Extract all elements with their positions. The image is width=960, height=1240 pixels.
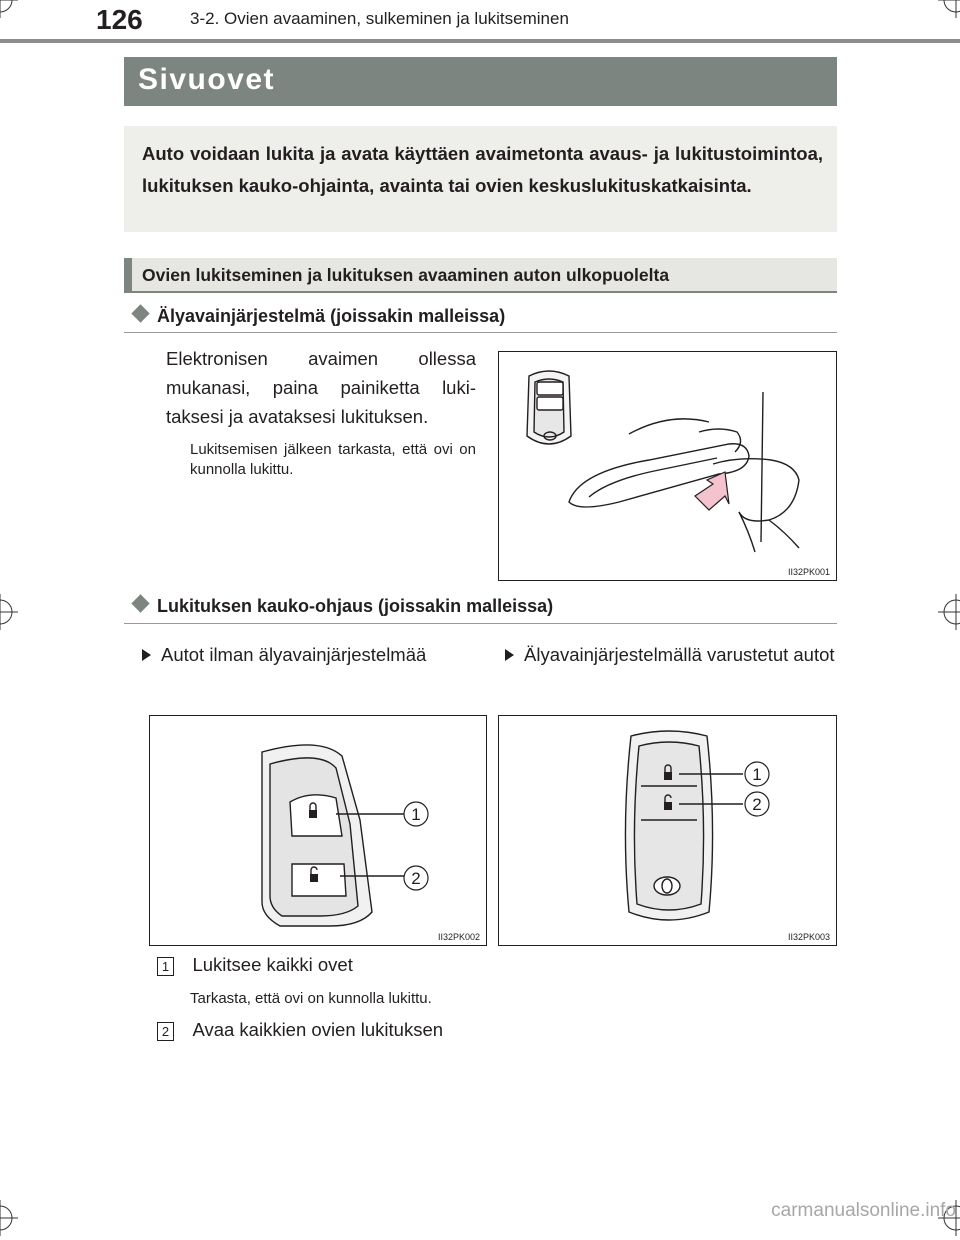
subsection-accent [124,258,132,291]
remote-right-label [505,638,835,671]
intro-box [124,126,837,232]
section-title: 3-2. Ovien avaaminen, sulkeminen ja lukitseminen [190,9,569,28]
legend-number-badge: 2 [157,1022,174,1041]
callout-1-left: 1 [411,805,421,824]
triangle-bullet-icon [505,649,514,661]
figure-code: II32PK002 [437,932,480,942]
page-title: Sivuovet [138,63,276,96]
smart-key-remote-illustration [499,716,836,945]
page-number: 126 [96,4,143,35]
figure-smart-key-remote [498,715,837,946]
remote-left-label [142,638,482,671]
subsection-bar [124,258,837,293]
registration-mark-top-left [0,0,22,22]
watermark: carmanualsonline.info [771,1200,956,1221]
subsection-title: Ovien lukitseminen ja lukituksen avaaminen auton ulkopuolelta [142,265,670,285]
remote-heading [130,596,553,617]
title-bar [124,57,837,106]
legend-label: Avaa kaikkien ovien lukituksen [192,1019,444,1040]
legend-item-2 [157,1019,443,1041]
legend-item-1 [157,954,353,976]
registration-mark-mid-right [938,594,960,634]
smart-key-door-handle-illustration [499,352,836,580]
smart-key-note: Lukitsemisen jälkeen tarkasta, että ovi on kunnolla lukittu. [190,441,476,478]
callout-2-left: 2 [411,869,421,888]
legend-label: Lukitsee kaikki ovet [192,954,353,975]
triangle-bullet-icon [142,649,151,661]
intro-text: Auto voidaan lukita ja avata käyttäen avaimetonta avaus- ja lukitustoimintoa, lukituksen kauko-ohjainta, avainta tai ovien keskuslukituskatkaisinta. [142,143,823,196]
callout-1-right: 1 [752,765,762,784]
figure-smart-key-door-handle [498,351,837,581]
smart-key-body: Elektronisen avaimen ollessa mukanasi, paina painiketta luki-taksesi ja avataksesi lukituksen. [166,348,476,427]
diamond-bullet-icon [131,594,149,612]
flip-key-illustration [150,716,486,945]
callout-2-right: 2 [752,795,762,814]
legend-number-badge: 1 [157,957,174,976]
remote-right-label-text: Älyavainjärjestelmällä varustetut autot [524,644,835,665]
registration-mark-mid-left [0,594,22,634]
figure-code: II32PK003 [787,932,830,942]
smart-key-heading [130,306,505,327]
registration-mark-bottom-left [0,1200,22,1240]
figure-code: II32PK001 [787,567,830,577]
legend-note: Tarkasta, että ovi on kunnolla lukittu. [190,990,432,1007]
header-rule [0,39,960,43]
registration-mark-top-right [938,0,960,22]
remote-heading-text: Lukituksen kauko-ohjaus (joissakin malleissa) [157,596,554,616]
remote-heading-rule [124,623,837,624]
smart-key-heading-rule [124,332,837,333]
smart-key-heading-text: Älyavainjärjestelmä (joissakin malleissa) [157,306,506,326]
diamond-bullet-icon [131,304,149,322]
remote-left-label-text: Autot ilman älyavainjärjestelmää [161,644,427,665]
figure-flip-key-remote [149,715,487,946]
